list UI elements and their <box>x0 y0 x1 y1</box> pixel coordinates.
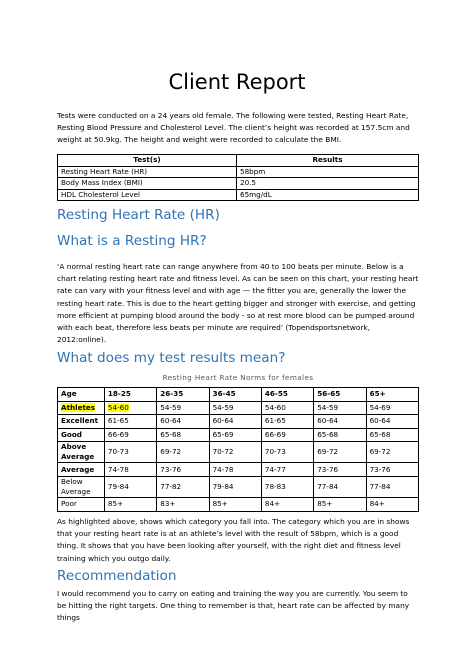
norms-header-cell: 65+ <box>366 388 418 402</box>
norms-cell: 69-72 <box>157 442 209 463</box>
norms-cell: 79-84 <box>209 476 261 497</box>
norms-header-cell: 56-65 <box>314 388 366 402</box>
norms-category-cell: Good <box>58 428 105 442</box>
table-row <box>58 463 419 477</box>
norms-cell: 54-59 <box>157 401 209 415</box>
test-result: 65mg/dL <box>237 189 419 201</box>
norms-cell: 61-65 <box>104 415 156 429</box>
norms-header-cell: 36-45 <box>209 388 261 402</box>
norms-cell: 70-72 <box>209 442 261 463</box>
norms-cell: 85+ <box>104 497 156 511</box>
highlighted-category: Athletes <box>61 402 96 412</box>
tests-table <box>57 154 419 201</box>
tests-table-header <box>58 155 419 167</box>
norms-cell: 65-69 <box>209 428 261 442</box>
test-result: 20.5 <box>237 178 419 190</box>
norms-cell: 77-84 <box>366 476 418 497</box>
norms-cell: 73-76 <box>314 463 366 477</box>
norms-table-header <box>58 388 419 402</box>
table-row <box>58 166 419 178</box>
norms-cell: 54-59 <box>209 401 261 415</box>
section-heading-recommendation: Recommendation <box>57 568 177 584</box>
norms-cell: 77-84 <box>314 476 366 497</box>
test-name: Body Mass Index (BMI) <box>58 178 237 190</box>
page-title: Client Report <box>168 70 306 95</box>
quote-paragraph: ‘A normal resting heart rate can range anywhere from 40 to 100 beats per minute. Below is a chart relating resting heart rate and fitness level. As can be seen on this chart, your resting heart rate can vary with your fitness level and with age — the fitter you are, generally the lower the resting heart rate. This is due to the heart getting bigger and stronger with exercise, and getting more efficient at pumping blood around the body - so at rest more blood can be pumped around with each beat, therefore less beats per minute are required’ (Topendsportsnetwork, 2012:online). <box>57 262 419 345</box>
norms-cell: 65-68 <box>366 428 418 442</box>
norms-cell: 79-84 <box>104 476 156 497</box>
table-row <box>58 401 419 415</box>
conclusion-paragraph: As highlighted above, shows which category you fall into. The category which you are in shows that your resting heart rate is at an athlete’s level with the result of 58bpm, which is a good thing. It shows that you have been looking after yourself, with the right diet and fitness level training which you outgo daily. <box>57 517 410 563</box>
norms-category-cell: Poor <box>58 497 105 511</box>
table-row <box>58 442 419 463</box>
norms-category-cell <box>58 401 105 415</box>
table-row <box>58 497 419 511</box>
norms-cell: 69-72 <box>366 442 418 463</box>
norms-cell: 84+ <box>261 497 313 511</box>
norms-header-cell: 26-35 <box>157 388 209 402</box>
norms-cell: 60-64 <box>366 415 418 429</box>
norms-category-cell: Excellent <box>58 415 105 429</box>
norms-cell: 66-69 <box>261 428 313 442</box>
norms-category-cell: Below Average <box>58 476 105 497</box>
section-heading-what-is: What is a Resting HR? <box>57 233 207 249</box>
norms-header-cell: Age <box>58 388 105 402</box>
norms-cell: 73-76 <box>157 463 209 477</box>
norms-cell: 77-82 <box>157 476 209 497</box>
norms-cell: 85+ <box>209 497 261 511</box>
norms-cell: 65-68 <box>157 428 209 442</box>
intro-paragraph: Tests were conducted on a 24 years old female. The following were tested, Resting Heart Rate, Resting Blood Pressure and Cholesterol Level. The client’s height was recorded at 157.5cm and weight at 50.9kg. The height and weight were recorded to calculate the BMI. <box>57 111 410 145</box>
norms-cell: 54-59 <box>314 401 366 415</box>
norms-cell: 65-68 <box>314 428 366 442</box>
norms-cell: 74-78 <box>209 463 261 477</box>
norms-cell: 54-69 <box>366 401 418 415</box>
norms-cell: 61-65 <box>261 415 313 429</box>
table-row <box>58 428 419 442</box>
tests-header-results: Results <box>237 155 419 167</box>
norms-header-cell: 18-25 <box>104 388 156 402</box>
section-heading-rhr: Resting Heart Rate (HR) <box>57 207 220 223</box>
norms-cell: 74-77 <box>261 463 313 477</box>
norms-category-cell: Above Average <box>58 442 105 463</box>
norms-cell: 84+ <box>366 497 418 511</box>
section-heading-results: What does my test results mean? <box>57 350 286 366</box>
table-row <box>58 415 419 429</box>
norms-cell: 85+ <box>314 497 366 511</box>
test-name: HDL Cholesterol Level <box>58 189 237 201</box>
norms-cell <box>104 401 156 415</box>
norms-cell: 66-69 <box>104 428 156 442</box>
norms-cell: 74-78 <box>104 463 156 477</box>
norms-cell: 54-60 <box>261 401 313 415</box>
norms-table <box>57 387 419 512</box>
norms-caption: Resting Heart Rate Norms for females <box>162 373 314 382</box>
norms-cell: 73-76 <box>366 463 418 477</box>
norms-cell: 70-73 <box>104 442 156 463</box>
norms-header-cell: 46-55 <box>261 388 313 402</box>
tests-header-test: Test(s) <box>58 155 237 167</box>
highlighted-value: 54-60 <box>107 402 129 412</box>
table-row <box>58 476 419 497</box>
recommendation-paragraph: I would recommend you to carry on eating and training the way you are currently. You seem to be hitting the right targets. One thing to remember is that, heart rate can be affected by many things <box>57 589 410 623</box>
norms-cell: 69-72 <box>314 442 366 463</box>
norms-cell: 70-73 <box>261 442 313 463</box>
norms-category-cell: Average <box>58 463 105 477</box>
norms-cell: 83+ <box>157 497 209 511</box>
table-row <box>58 178 419 190</box>
norms-cell: 60-64 <box>157 415 209 429</box>
test-result: 58bpm <box>237 166 419 178</box>
norms-cell: 78-83 <box>261 476 313 497</box>
norms-cell: 60-64 <box>314 415 366 429</box>
table-row <box>58 189 419 201</box>
norms-cell: 60-64 <box>209 415 261 429</box>
test-name: Resting Heart Rate (HR) <box>58 166 237 178</box>
